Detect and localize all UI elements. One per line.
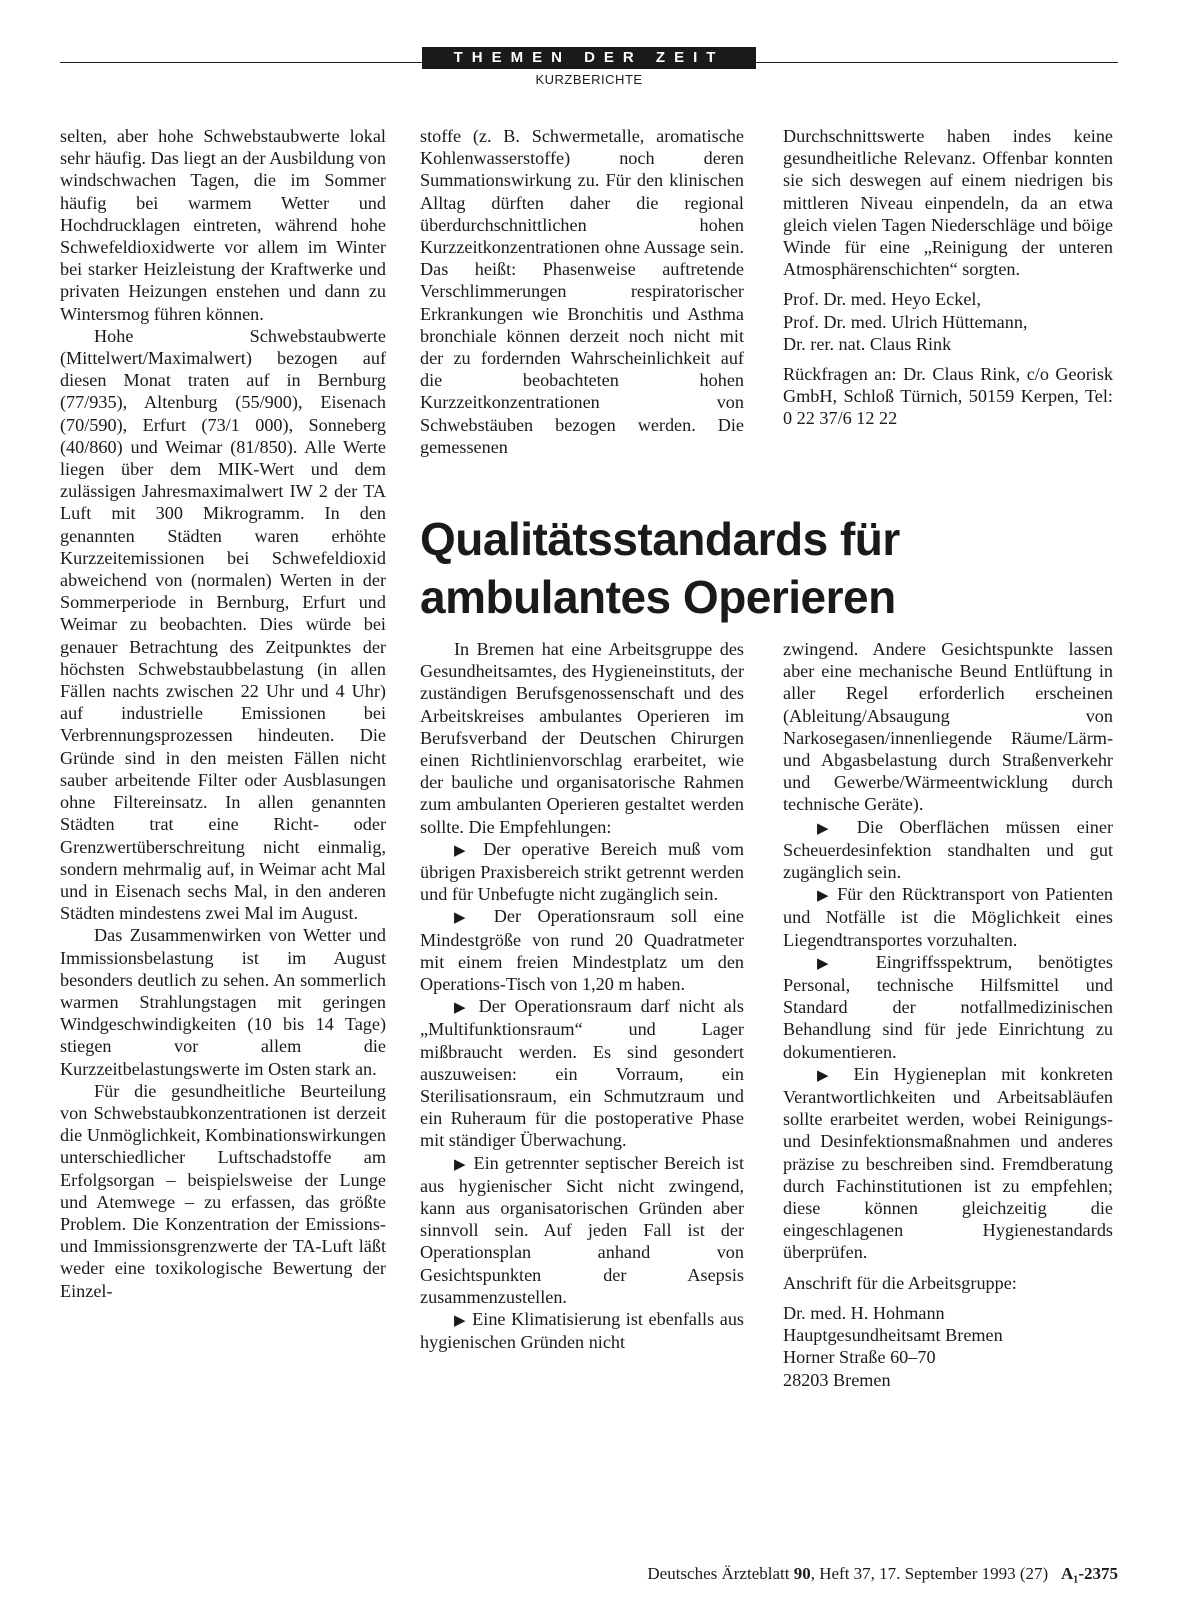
recommendation-item: ▶ Ein getrennter septischer Bereich ist aus hygienischer Sicht nicht zwingend, kann aus organisatorischen Gründen aber sinnvoll sein. Auf jeden Fall ist der Operationsplan anhand von Gesichtspunkten der Asepsis zusammenzustellen. <box>420 1152 744 1307</box>
address-line: Hauptgesundheitsamt Bremen <box>783 1325 1003 1346</box>
section-title: THEMEN DER ZEIT <box>422 47 756 69</box>
headline-line-2: ambulantes Operieren <box>420 571 896 623</box>
address-line: Dr. med. H. Hohmann <box>783 1302 945 1323</box>
address-line: 28203 Bremen <box>783 1369 891 1390</box>
issue-info: , Heft 37, 17. September 1993 (27) <box>810 1564 1049 1583</box>
paragraph: Durchschnittswerte haben indes keine gesundheitliche Relevanz. Offenbar konnten sie sich deswegen auf einem niedrigen bis mittleren Niveau einpendeln, da an etwa gleich vielen Tagen Niederschläge und böige Winde für eine „Reinigung der unteren Atmosphärenschichten“ sorgten. <box>783 126 1113 280</box>
paragraph: stoffe (z. B. Schwermetalle, aromatische Kohlenwasserstoffe) noch deren Summationswirkung zu. Für den klinischen Alltag dürften daher die regional überdurchschnittlichen hohen Kurzzeitkonzentrationen ohne Aussage sein. Das heißt: Phasenweise auftretende Verschlimmerungen respiratorischer Erkrankungen wie Bronchitis und Asthma bronchiale können derzeit noch nicht mit der zu fordernden Wahrscheinlichkeit auf die beobachteten hohen Kurzzeitkonzentrationen von Schwebstäuben bezogen werden. Die gemessenen <box>420 126 744 457</box>
volume-number: 90 <box>793 1564 811 1583</box>
paragraph: selten, aber hohe Schwebstaubwerte lokal sehr häufig. Das liegt an der Ausbildung von windschwachen Tagen, die im Sommer häufig bei warmem Wetter und Hochdrucklagen eintreten, während hohe Schwefeldioxidwerte vor allem im Winter bei starker Heizleistung der Kraftwerke und privaten Heizungen enstehen und dann zu Wintersmog führen können. <box>60 126 386 324</box>
triangle-bullet-icon: ▶ <box>454 840 473 859</box>
paragraph: Für die gesundheitliche Beurteilung von Schwebstaubkonzentrationen ist derzeit die Unmöglichkeit, Kombinationswirkungen unterschiedlicher Luftschadstoffe am Erfolgsorgan – beispielsweise der Lunge und Atemwege – zu erfassen, das größte Problem. Die Konzentration der Emissions- und Immissionsgrenzwerte der TA-Luft läßt weder eine toxikologische Bewertung der Einzel- <box>60 1080 386 1301</box>
column-3 <box>783 125 1113 430</box>
author-line: Prof. Dr. med. Ulrich Hüttemann, <box>783 311 1028 332</box>
recommendation-item: ▶ Eingriffsspektrum, benötigtes Personal, technische Hilfsmittel und Standard der notfallmedizinischen Behandlung sind für jede Einrichtung zu dokumentieren. <box>783 951 1113 1062</box>
triangle-bullet-icon: ▶ <box>817 953 850 972</box>
paragraph: zwingend. Andere Gesichtspunkte lassen aber eine mechanische Beund Entlüftung in aller Regel erforderlich erscheinen (Ableitung/Absaugung von Narkosegasen/innenliegende Räume/Lärm- und Abgasbelastung durch Straßenverkehr und Gewerbe/Wärmeentwicklung durch technische Geräte). <box>783 639 1113 815</box>
address-line: Horner Straße 60–70 <box>783 1347 936 1368</box>
journal-name: Deutsches Ärzteblatt <box>647 1564 790 1583</box>
author-line: Dr. rer. nat. Claus Rink <box>783 333 952 354</box>
triangle-bullet-icon: ▶ <box>454 1154 468 1173</box>
author-line: Prof. Dr. med. Heyo Eckel, <box>783 289 981 310</box>
headline-line-1: Qualitätsstandards für <box>420 513 900 565</box>
page-number: A₁-2375 <box>1060 1564 1118 1583</box>
recommendation-item: ▶ Der Operationsraum soll eine Mindestgröße von rund 20 Quadratmeter mit einem freien Mindestplatz um den Operations-Tisch von 1,20 m haben. <box>420 906 744 995</box>
triangle-bullet-icon: ▶ <box>454 908 478 927</box>
recommendation-item: ▶ Die Oberflächen müssen einer Scheuerdesinfektion standhalten und gut zugänglich sein. <box>783 816 1113 883</box>
column-2 <box>420 125 744 458</box>
paragraph: Hohe Schwebstaubwerte (Mittelwert/Maximalwert) bezogen auf diesen Monat traten auf in Bernburg (77/935), Altenburg (55/900), Eisenach (70/590), Erfurt (73/1 000), Sonneberg (40/860) und Weimar (81/850). Alle Werte liegen über dem MIK-Wert und dem zulässigen Jahresmaximalwert IW 2 der TA Luft mit 300 Mikrogramm. In den genannten Städten waren erhöhte Kurzzeitemissionen bei Schwefeldioxid abweichend von (normalen) Werten in der Sommerperiode in Bernburg, Erfurt und Weimar zu beobachten. Dies würde bei genauer Betrachtung des Zeitpunktes der höchsten Schwebstaubbelastung (in allen Fällen nachts zwischen 22 Uhr und 4 Uhr) auf industrielle Emissionen bei Verbrennungsprozessen hindeuten. Die Gründe sind in den meisten Fällen nicht sauber arbeitende Filter oder Ausblasungen ohne Filtereinsatz. In allen genannten Städten trat eine Richt- oder Grenzwertüberschreitung nicht einmalig, sondern mehrmalig auf, in Weimar acht Mal und in Eisenach sechs Mal, in den anderen Städten mindestens zwei Mal im August. <box>60 325 386 924</box>
triangle-bullet-icon: ▶ <box>817 1065 839 1084</box>
article-headline <box>420 510 1120 626</box>
column-5 <box>783 638 1113 1391</box>
recommendation-item: ▶ Für den Rücktransport von Patienten und Notfälle ist die Möglichkeit eines Liegendtransportes vorzuhalten. <box>783 884 1113 950</box>
page-footer <box>540 1564 1118 1584</box>
header-rule-right <box>756 62 1118 63</box>
recommendation-item: ▶ Eine Klimatisierung ist ebenfalls aus hygienischen Gründen nicht <box>420 1309 745 1353</box>
recommendation-item: ▶ Der operative Bereich muß vom übrigen Praxisbereich strikt getrennt werden und für Unbefugte nicht zugänglich sein. <box>420 838 744 905</box>
recommendation-item: ▶ Ein Hygieneplan mit konkreten Verantwortlichkeiten und Arbeitsabläufen sollte erarbeitet werden, wobei Reinigungs- und Desinfektionsmaßnahmen und anderes präzise zu beschreiben sind. Fremdberatung durch Fachinstitutionen ist zu empfehlen; diese können gleichzeitig die eingeschlagenen Hygienestandards überprüfen. <box>783 1063 1113 1263</box>
paragraph: Das Zusammenwirken von Wetter und Immissionsbelastung ist im August besonders deutlich zu sehen. An sommerlich warmen Strahlungstagen mit geringen Windgeschwindigkeiten (10 bis 14 Tage) stiegen vor allem die Kurzzeitbelastungswerte im Osten stark an. <box>60 925 386 1079</box>
triangle-bullet-icon: ▶ <box>817 886 831 905</box>
section-subtitle: KURZBERICHTE <box>535 72 643 87</box>
header-rule-left <box>60 62 422 63</box>
contact-info: Rückfragen an: Dr. Claus Rink, c/o Georisk GmbH, Schloß Türnich, 50159 Kerpen, Tel: 0 22 37/6 12 22 <box>783 364 1113 429</box>
article-intro: In Bremen hat eine Arbeitsgruppe des Gesundheitsamtes, des Hygieneinstituts, der zuständigen Berufsgenossenschaft und des Arbeitskreises ambulantes Operieren im Berufsverband der Deutschen Chirurgen einen Richtlinienvorschlag erarbeitet, wie der bauliche und organisatorische Rahmen zum ambulanten Operieren gestaltet werden sollte. Die Empfehlungen: <box>420 639 744 837</box>
triangle-bullet-icon: ▶ <box>817 818 841 837</box>
triangle-bullet-icon: ▶ <box>454 1311 467 1330</box>
triangle-bullet-icon: ▶ <box>454 998 470 1017</box>
column-4 <box>420 638 744 1354</box>
column-1 <box>60 125 386 1302</box>
recommendation-item: ▶ Der Operationsraum darf nicht als „Multifunktionsraum“ und Lager mißbraucht werden. Es sind gesondert auszuweisen: ein Vorraum, ein Sterilisationsraum, ein Schmutzraum und ein Ruheraum für die postoperative Phase mit ständiger Überwachung. <box>420 996 744 1151</box>
address-label: Anschrift für die Arbeitsgruppe: <box>783 1272 1017 1293</box>
